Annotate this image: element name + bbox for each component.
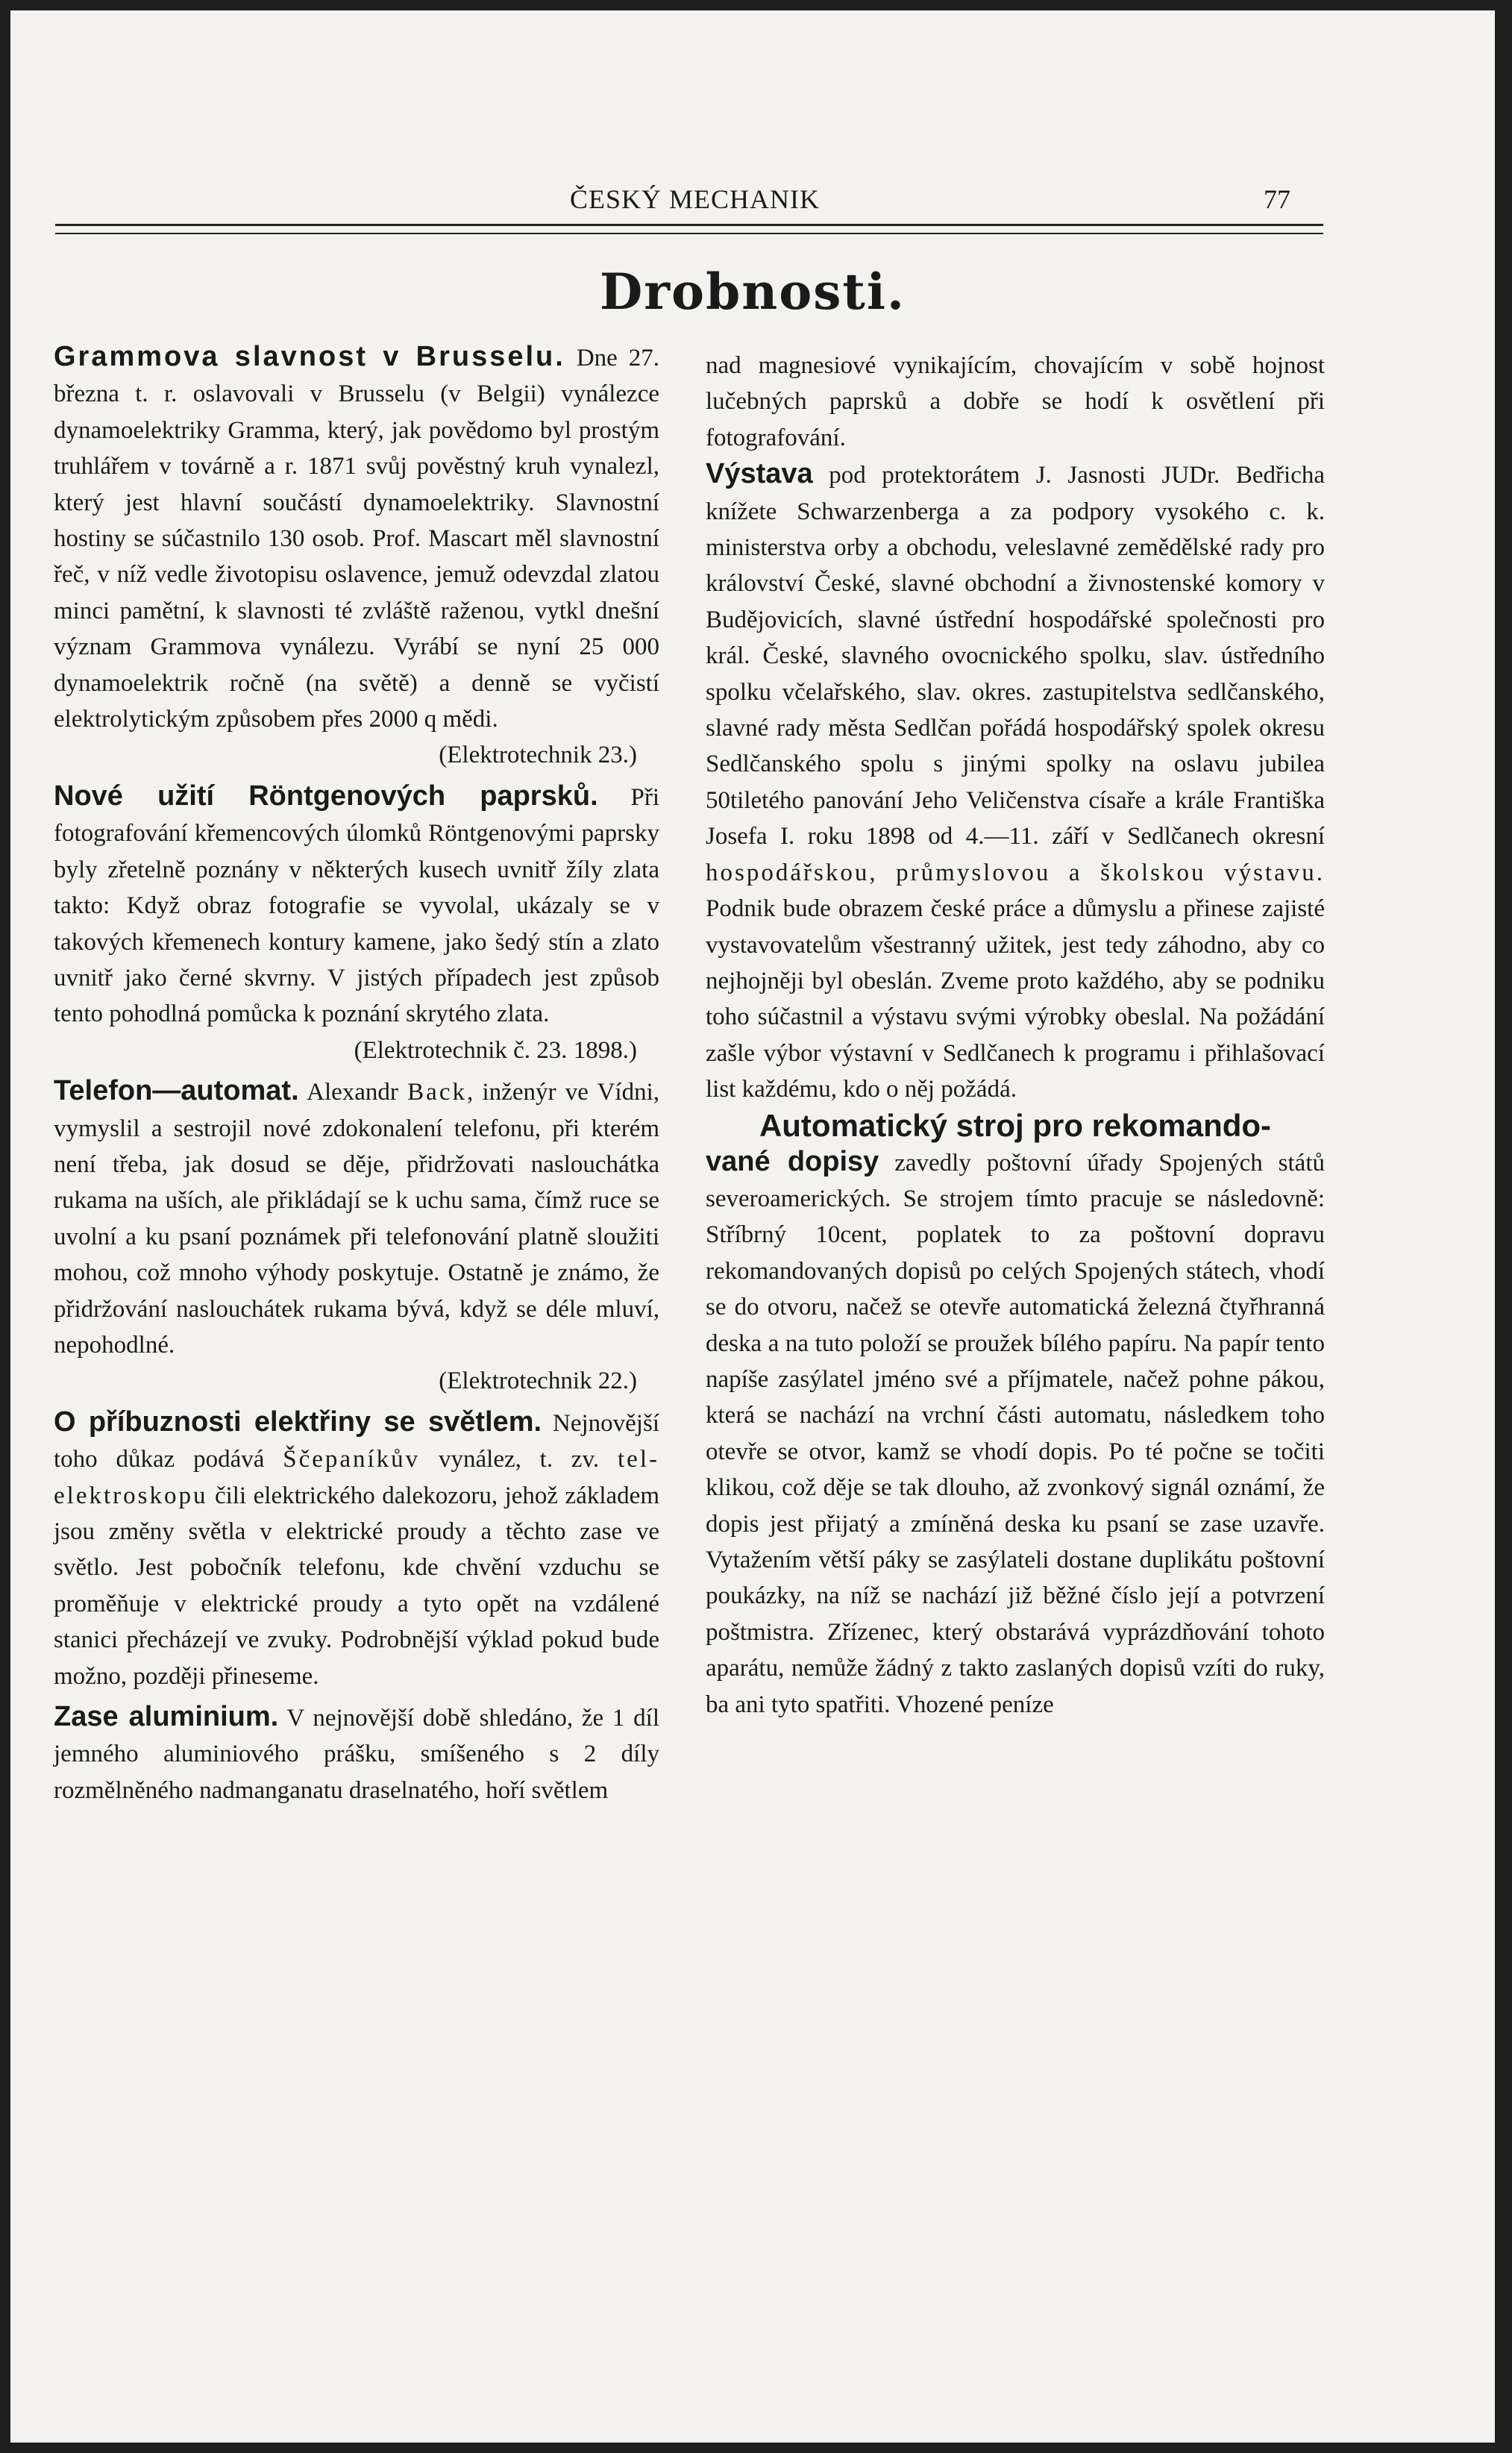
article-gramme bbox=[54, 339, 659, 774]
article-citation: (Elektrotechnik č. 23. 1898.) bbox=[354, 1036, 637, 1064]
running-head bbox=[55, 184, 1323, 221]
person-name: Ščepaníkův bbox=[283, 1446, 421, 1473]
article-text: vynález, t. zv. bbox=[420, 1446, 618, 1473]
article-citation: (Elektrotechnik 22.) bbox=[439, 1368, 637, 1395]
article-heading: Grammova slavnost v Brusselu. bbox=[54, 341, 565, 372]
article-aluminium bbox=[54, 1699, 659, 1808]
article-body: , inženýr ve Vídni, vymyslil a sestrojil nové zdokonalení telefonu, při kterém není třeba, jak dosud se děje, přidržovati naslouchátka rukama na uších, ale přikládají se k uchu sama, čímž ruce se uvolní a ku psaní poznámek při telefonování platně sloužiti mohou, což mnoho výhody poskytuje. Ostatně je známo, že přidržování naslouchátek rukama bývá, když se déle mluví, nepohodlné. bbox=[54, 1079, 659, 1359]
page bbox=[10, 10, 1495, 2443]
article-heading: Automatický stroj pro rekomando- bbox=[759, 1107, 1272, 1143]
article-heading: Zase aluminium. bbox=[54, 1701, 279, 1733]
term: tel-elektroskopu bbox=[54, 1446, 659, 1509]
article-body: pod protektorátem J. Jasnosti JUDr. Bedřicha knížete Schwarzenberga a za podpory vysokého c. k. ministerstva orby a obchodu, veleslavné zemědělské rady pro království České, slavné obchodní a živnostenské komory v Budějovicích, slavné ústřední hospodářské společnosti pro král. České, slavného ovocnického spolku, slav. ústředního spolku včelařského, slav. okres. zastupitelstva sedlčanského, slavné rady města Sedlčan pořádá hospodářský spolek okresu Sedlčanského spolu s jinými spolky na oslavu jubilea 50tiletého panování Jeho Veličenstva císaře a krále Františka Josefa I. roku 1898 od 4.—11. září v Sedlčanech okresní bbox=[706, 462, 1325, 850]
article-body: zavedly poštovní úřady Spojených států severoamerických. Se strojem tímto pracuje se následovně: Stříbrný 10cent, poplatek to za poštovní dopravu rekomandovaných dopisů po celých Spojených státech, vhodí se do otvoru, načež se otevře automatická železná čtyřhranná deska a na tuto položí se proužek bílého papíru. Na papír tento napíše zasýlatel jméno své a příjmatele, načež pohne pákou, která se nachází na vrchní části automatu, následkem toho otevře se otvor, kamž se vhodí dopis. Po té počne se točiti klikou, což děje se tak dlouho, až zvonkový signál oznámí, že dopis jest přijatý a zmíněná deska ku psaní se zase uzavře. Vytažením větší páky se zasýlateli dostane duplikátu poštovní poukázky, na níž se nachází již běžné číslo její a potvrzení poštmistra. Zřízenec, který obstarává vyprázdňování tohoto aparátu, nemůže žádný z takto zaslaných dopisů vzíti do ruky, ba ani tyto spatřiti. Vhozené peníze bbox=[706, 1149, 1325, 1718]
article-citation: (Elektrotechnik 23.) bbox=[439, 742, 637, 769]
page-number: 77 bbox=[1264, 184, 1290, 214]
article-heading: O příbuznosti elektřiny se světlem. bbox=[54, 1406, 542, 1438]
emphasis-text: hospodářskou, průmyslovou a školskou výstavu. bbox=[706, 859, 1325, 886]
left-column bbox=[54, 339, 659, 1808]
article-heading: Výstava bbox=[706, 458, 813, 490]
article-continuation: nad magnesiové vynikajícím, chovajícím v sobě hojnost lučebných paprsků a dobře se hodí k osvětlení při fotografování. bbox=[706, 352, 1325, 451]
article-heading: Telefon—automat. bbox=[54, 1075, 299, 1107]
article-body: V nejnovější době shledáno, že 1 díl jemného aluminiového prášku, smíšeného s 2 díly rozmělněného nadmanganatu draselnatého, hoří světlem bbox=[54, 1705, 659, 1804]
section-title: Drobnosti. bbox=[600, 263, 906, 321]
article-telefon bbox=[54, 1073, 659, 1400]
header-rule bbox=[55, 224, 1323, 226]
article-lead: Alexandr bbox=[307, 1079, 408, 1106]
person-name: Back bbox=[407, 1079, 467, 1106]
article-body: Dne 27. března t. r. oslavovali v Brusselu (v Belgii) vynálezce dynamoelektriky Gramma, který, jak povědomo byl prostým truhlářem v továrně a r. 1871 svůj pověstný kruh vynalezl, který jest hlavní součástí dynamoelektriky. Slavnostní hostiny se súčastnilo 130 osob. Prof. Mascart měl slavnostní řeč, v níž vedle životopisu oslavence, jemuž odevzdal zlatou minci pamětní, k slavnosti té zvláště raženou, vytkl dnešní význam Grammova vynálezu. Vyrábí se nyní 25 000 dynamoelektrik ročně (na světě) a denně se vyčistí elektrolytickým způsobem přes 2000 q mědi. bbox=[54, 345, 660, 733]
article-body: čili elektrického dalekozoru, jehož základem jsou změny světla v elektrické proudy a těchto zase ve světlo. Jest pobočník telefonu, kde chvění vzduchu se proměňuje v elektrické proudy a tyto opět na vzdálené stanici přecházejí ve zvuky. Podrobnější výklad pokud bude možno, později přineseme. bbox=[54, 1482, 659, 1690]
article-heading-cont: vané dopisy bbox=[706, 1145, 879, 1177]
journal-title: ČESKÝ MECHANIK bbox=[570, 184, 821, 214]
article-vystava bbox=[706, 456, 1325, 1107]
article-rontgen bbox=[54, 778, 659, 1068]
article-elektrina bbox=[54, 1404, 659, 1694]
header-rule-thin bbox=[55, 233, 1323, 234]
article-heading: Nové užití Röntgenových paprsků. bbox=[54, 780, 598, 812]
article-automat bbox=[706, 1108, 1325, 1723]
article-lead: Nejnovější toho důkaz podává bbox=[54, 1409, 659, 1473]
article-body: Při fotografování křemencových úlomků Röntgenovými paprsky byly zřetelně poznány v některých kusech uvnitř žíly zlata takto: Když obraz fotografie se vyvolal, ukázaly se v takových křemenech kontury kamene, jako šedý stín a zlato uvnitř jako černé skvrny. V jistých případech jest způsob tento pohodlná pomůcka k poznání skrytého zlata. bbox=[54, 783, 659, 1028]
right-column bbox=[706, 348, 1325, 1723]
article-body: Podnik bude obrazem české práce a důmyslu a přinese zajisté vystavovatelům všestranný užitek, jest tedy záhodno, aby co nejhojněji byl obeslán. Zveme proto každého, aby se podniku toho súčastnil a výstavu svými výrobky obeslal. Na požádání zašle výbor výstavní v Sedlčanech k programu i přihlašovací list každému, kdo o něj požádá. bbox=[706, 895, 1325, 1103]
